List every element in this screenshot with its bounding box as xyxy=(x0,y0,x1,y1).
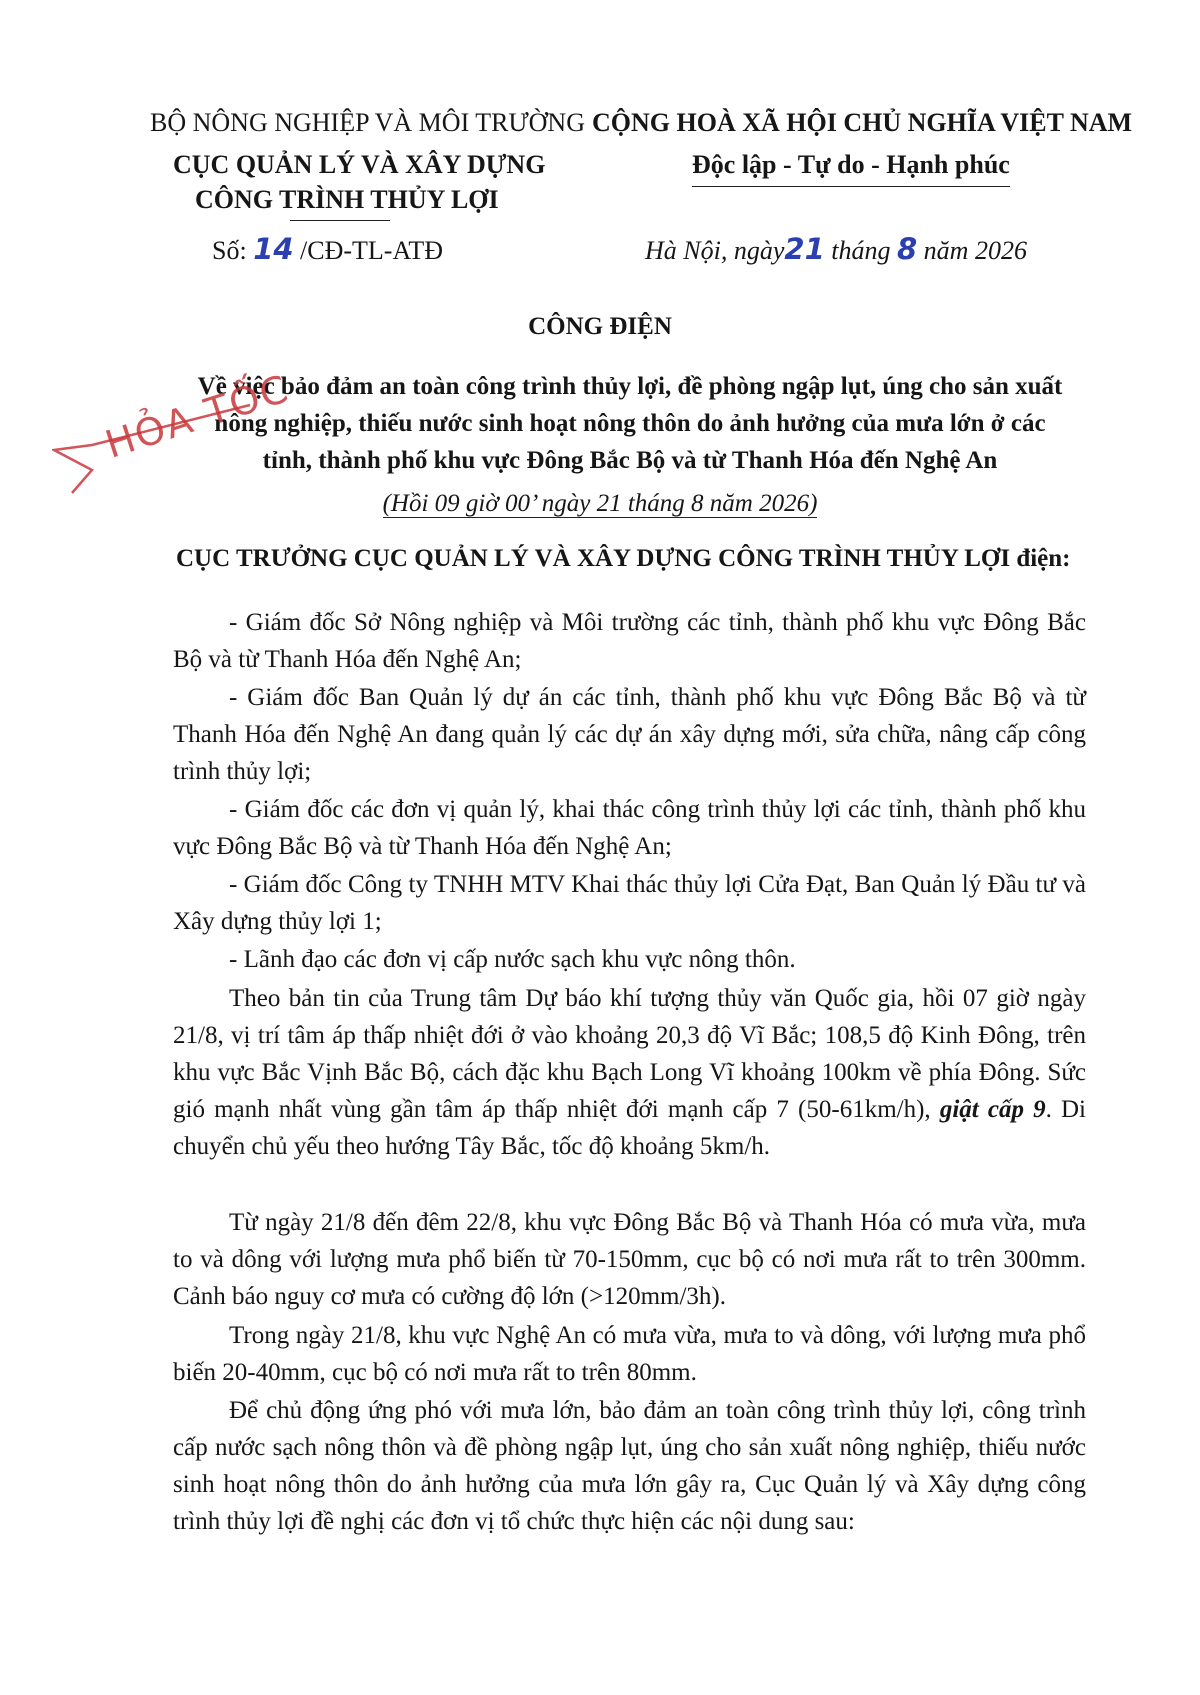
ministry-name: BỘ NÔNG NGHIỆP VÀ MÔI TRƯỜNG xyxy=(150,108,585,137)
body-paragraph-2-text: Từ ngày 21/8 đến đêm 22/8, khu vực Đông Bắc Bộ và Thanh Hóa có mưa vừa, mưa to và dông với lượng mưa phổ biến từ 70-150mm, cục bộ có nơi mưa rất to trên 300mm. Cảnh báo nguy cơ mưa có cường độ lớn (>120mm/3h). xyxy=(173,1209,1086,1310)
body-paragraph-1-a: Theo bản tin của Trung tâm Dự báo khí tượng thủy văn Quốc gia, hồi 07 giờ ngày 21/8, vị trí tâm áp thấp nhiệt đới ở vào khoảng 20,3 độ Vĩ Bắc; 108,5 độ Kinh Đông, trên khu vực Bắc Vịnh Bắc Bộ, cách đặc khu Bạch Long Vĩ khoảng 100km về phía Đông. Sức gió mạnh nhất vùng gần tâm áp thấp nhiệt đới mạnh cấp 7 (50-61km/h), xyxy=(173,985,1086,1123)
recipient-5-text: - Lãnh đạo các đơn vị cấp nước sạch khu vực nông thôn. xyxy=(229,946,796,973)
department-line-1: CỤC QUẢN LÝ VÀ XÂY DỰNG xyxy=(173,150,546,179)
date-month-label: tháng xyxy=(831,236,891,265)
handwritten-month: 8 xyxy=(896,232,918,266)
handwritten-number: 14 xyxy=(253,232,294,266)
motto-underline xyxy=(692,186,1010,187)
subject-line-2: nông nghiệp, thiếu nước sinh hoạt nông thôn do ảnh hưởng của mưa lớn ở các xyxy=(214,410,1046,437)
country-name: CỘNG HOÀ XÃ HỘI CHỦ NGHĨA VIỆT NAM xyxy=(592,108,1133,137)
body-paragraph-2 xyxy=(173,1204,1086,1315)
handwritten-day: 21 xyxy=(784,232,825,266)
body-paragraph-1-emphasis: giật cấp 9 xyxy=(939,1096,1046,1123)
recipient-5 xyxy=(173,941,1086,978)
document-date xyxy=(645,232,1027,266)
body-paragraph-4-text: Để chủ động ứng phó với mưa lớn, bảo đảm an toàn công trình thủy lợi, công trình cấp nước sạch nông thôn và đề phòng ngập lụt, úng cho sản xuất nông nghiệp, thiếu nước sinh hoạt nông thôn do ảnh hưởng của mưa lớn gây ra, Cục Quản lý và Xây dựng công trình thủy lợi đề nghị các đơn vị tổ chức thực hiện các nội dung sau: xyxy=(173,1397,1086,1535)
document-title: CÔNG ĐIỆN xyxy=(528,313,672,340)
document-number xyxy=(212,232,443,266)
date-prefix: Hà Nội, ngày xyxy=(645,236,785,265)
body-paragraph-3 xyxy=(173,1317,1086,1391)
recipient-1-text: - Giám đốc Sở Nông nghiệp và Môi trường các tỉnh, thành phố khu vực Đông Bắc Bộ và từ Thanh Hóa đến Nghệ An; xyxy=(173,609,1086,673)
body-paragraph-1-b: . Di chuyển chủ yếu theo hướng Tây Bắc, tốc độ khoảng 5km/h. xyxy=(173,1096,1087,1160)
time-note-text: (Hồi 09 giờ 00’ ngày 21 tháng 8 năm 2026) xyxy=(382,490,818,517)
number-prefix: Số: xyxy=(212,236,247,265)
subject-line-1: Về việc bảo đảm an toàn công trình thủy lợi, đề phòng ngập lụt, úng cho sản xuất xyxy=(197,373,1063,400)
recipient-1 xyxy=(173,604,1086,678)
body-paragraph-4 xyxy=(173,1392,1086,1540)
motto: Độc lập - Tự do - Hạnh phúc xyxy=(692,150,1010,179)
body-paragraph-3-text: Trong ngày 21/8, khu vực Nghệ An có mưa vừa, mưa to và dông, với lượng mưa phổ biến 20-40mm, cục bộ có nơi mưa rất to trên 80mm. xyxy=(173,1322,1086,1386)
recipient-3 xyxy=(173,791,1086,865)
subject-line-3: tỉnh, thành phố khu vực Đông Bắc Bộ và từ Thanh Hóa đến Nghệ An xyxy=(262,447,998,474)
number-suffix: /CĐ-TL-ATĐ xyxy=(300,236,444,265)
recipient-3-text: - Giám đốc các đơn vị quản lý, khai thác công trình thủy lợi các tỉnh, thành phố khu vực Đông Bắc Bộ và từ Thanh Hóa đến Nghệ An; xyxy=(173,796,1086,860)
body-paragraph-1 xyxy=(173,980,1086,1165)
recipient-2 xyxy=(173,679,1086,790)
recipient-4-text: - Giám đốc Công ty TNHH MTV Khai thác thủy lợi Cửa Đạt, Ban Quản lý Đầu tư và Xây dựng thủy lợi 1; xyxy=(173,871,1086,935)
recipient-2-text: - Giám đốc Ban Quản lý dự án các tỉnh, thành phố khu vực Đông Bắc Bộ và từ Thanh Hóa đến Nghệ An đang quản lý các dự án xây dựng mới, sửa chữa, nâng cấp công trình thủy lợi; xyxy=(173,684,1086,785)
sender-line: CỤC TRƯỞNG CỤC QUẢN LÝ VÀ XÂY DỰNG CÔNG TRÌNH THỦY LỢI điện: xyxy=(176,545,1071,572)
recipient-4 xyxy=(173,866,1086,940)
department-underline xyxy=(290,220,390,221)
urgent-stamp-text: HỎA TỐC xyxy=(100,366,295,467)
date-year: năm 2026 xyxy=(923,236,1027,265)
department-line-2: CÔNG TRÌNH THỦY LỢI xyxy=(195,185,499,214)
